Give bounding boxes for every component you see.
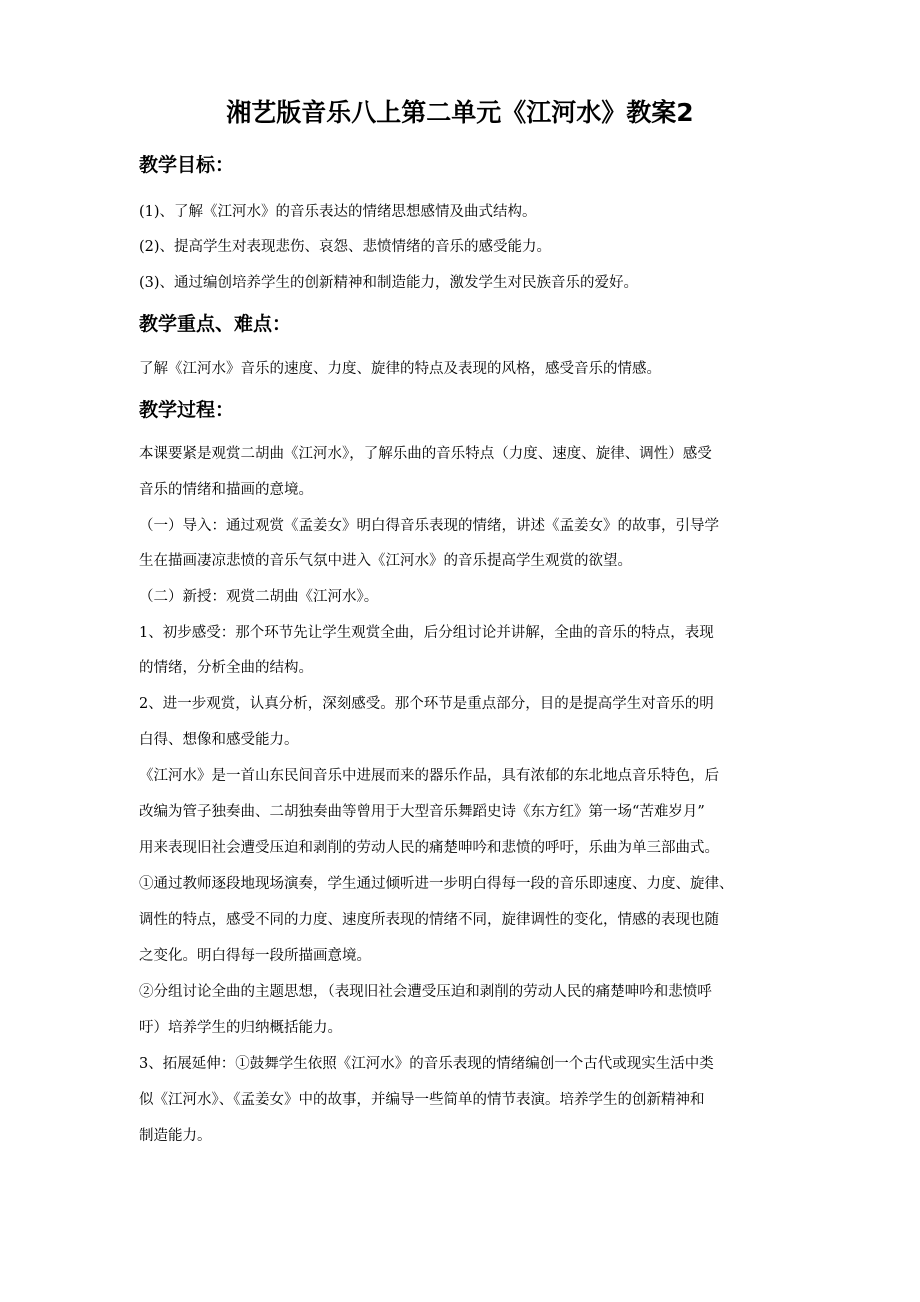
process-line: 白得、想像和感受能力。 — [139, 732, 299, 748]
key-points-text: 了解《江河水》音乐的速度、力度、旋律的特点及表现的风格，感受音乐的情感。 — [139, 361, 661, 377]
process-line: 调性的特点，感受不同的力度、速度所表现的情绪不同，旋律调性的变化，情感的表现也随 — [139, 912, 719, 928]
process-line: 用来表现旧社会遭受压迫和剥削的劳动人民的痛楚呻吟和悲愤的呼吁，乐曲为单三部曲式。 — [139, 840, 719, 856]
process-line: 3、拓展延伸：①鼓舞学生依照《江河水》的音乐表现的情绪编创一个古代或现实生活中类 — [139, 1056, 714, 1072]
process-line: 本课要紧是观赏二胡曲《江河水》，了解乐曲的音乐特点（力度、速度、旋律、调性）感受 — [139, 446, 712, 462]
process-heading: 教学过程： — [139, 399, 235, 421]
objectives-heading: 教学目标： — [139, 154, 235, 176]
process-line: （一）导入：通过观赏《孟姜女》明白得音乐表现的情绪，讲述《孟姜女》的故事，引导学 — [139, 518, 719, 534]
process-line: ①通过教师逐段地现场演奏，学生通过倾听进一步明白得每一段的音乐即速度、力度、旋律、 — [139, 876, 734, 892]
key-points-heading: 教学重点、难点： — [139, 313, 292, 335]
process-line: 2、进一步观赏，认真分析，深刻感受。那个环节是重点部分，目的是提高学生对音乐的明 — [139, 696, 714, 712]
process-line: 制造能力。 — [139, 1128, 212, 1144]
process-line: 的情绪，分析全曲的结构。 — [139, 660, 313, 676]
objective-item: (1)、了解《江河水》的音乐表达的情绪思想感情及曲式结构。 — [139, 204, 537, 220]
process-line: 似《江河水》、《孟姜女》中的故事，并编导一些简单的情节表演。培养学生的创新精神和 — [139, 1092, 705, 1108]
document-title: 湘艺版音乐八上第二单元《江河水》教案2 — [226, 98, 694, 127]
process-line: 改编为管子独奏曲、二胡独奏曲等曾用于大型音乐舞蹈史诗《东方红》第一场“苦难岁月” — [139, 804, 705, 820]
objective-item: (3)、通过编创培养学生的创新精神和制造能力，激发学生对民族音乐的爱好。 — [139, 275, 639, 291]
process-line: 1、初步感受：那个环节先让学生观赏全曲，后分组讨论并讲解，全曲的音乐的特点，表现 — [139, 625, 714, 641]
process-line: （二）新授：观赏二胡曲《江河水》。 — [139, 589, 379, 605]
process-line: 《江河水》是一首山东民间音乐中进展而来的器乐作品，具有浓郁的东北地点音乐特色，后 — [139, 768, 719, 784]
process-line: 之变化。明白得每一段所描画意境。 — [139, 948, 371, 964]
process-line: ②分组讨论全曲的主题思想，（表现旧社会遭受压迫和剥削的劳动人民的痛楚呻吟和悲愤呼 — [139, 984, 712, 1000]
process-line: 音乐的情绪和描画的意境。 — [139, 482, 313, 498]
process-line: 吁）培养学生的归纳概括能力。 — [139, 1020, 342, 1036]
objective-item: (2)、提高学生对表现悲伤、哀怨、悲愤情绪的音乐的感受能力。 — [139, 239, 552, 255]
process-line: 生在描画凄凉悲愤的音乐气氛中进入《江河水》的音乐提高学生观赏的欲望。 — [139, 553, 632, 569]
